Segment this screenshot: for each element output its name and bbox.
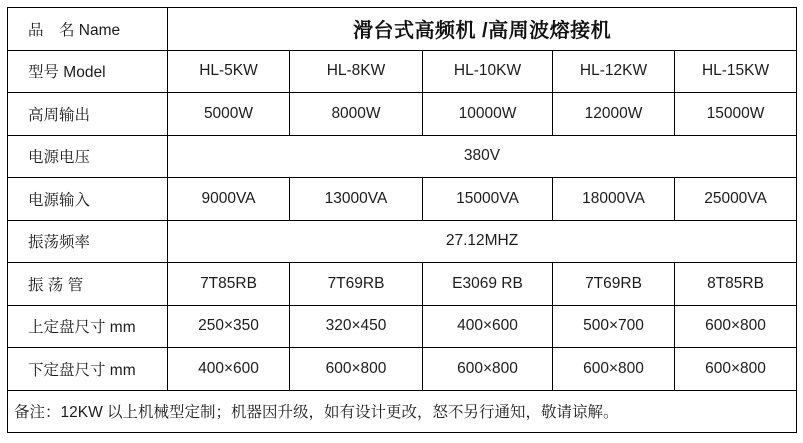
lower-platen-value: 600×800 bbox=[553, 348, 675, 391]
row-power-input bbox=[8, 178, 797, 221]
upper-platen-value: 600×800 bbox=[675, 305, 797, 348]
oscillation-frequency-value: 27.12MHZ bbox=[168, 220, 797, 263]
row-supply-voltage bbox=[8, 135, 797, 178]
lower-platen-value: 600×800 bbox=[675, 348, 797, 391]
spec-sheet bbox=[7, 7, 797, 433]
row-label-model: 型号 Model bbox=[8, 50, 168, 93]
row-oscillation-frequency bbox=[8, 220, 797, 263]
lower-platen-value: 600×800 bbox=[423, 348, 553, 391]
row-label-upper-platen: 上定盘尺寸 mm bbox=[8, 305, 168, 348]
hf-output-value: 15000W bbox=[675, 93, 797, 136]
row-oscillation-tube bbox=[8, 263, 797, 306]
row-product-name bbox=[8, 8, 797, 51]
row-label-lower-platen: 下定盘尺寸 mm bbox=[8, 348, 168, 391]
oscillation-tube-value: 7T69RB bbox=[553, 263, 675, 306]
model-value: HL-5KW bbox=[168, 50, 290, 93]
row-label-hf-output: 高周输出 bbox=[8, 93, 168, 136]
model-value: HL-8KW bbox=[290, 50, 423, 93]
row-label-power-input: 电源输入 bbox=[8, 178, 168, 221]
row-label-product-name: 品 名 Name bbox=[8, 8, 168, 51]
row-upper-platen bbox=[8, 305, 797, 348]
power-input-value: 9000VA bbox=[168, 178, 290, 221]
product-title: 滑台式高频机 /高周波熔接机 bbox=[168, 8, 797, 51]
remark-note: 备注：12KW 以上机械型定制；机器因升级，如有设计更改，怒不另行通知，敬请谅解。 bbox=[8, 390, 797, 433]
row-label-oscillation-tube: 振 荡 管 bbox=[8, 263, 168, 306]
upper-platen-value: 250×350 bbox=[168, 305, 290, 348]
oscillation-tube-value: E3069 RB bbox=[423, 263, 553, 306]
hf-output-value: 5000W bbox=[168, 93, 290, 136]
power-input-value: 13000VA bbox=[290, 178, 423, 221]
model-value: HL-12KW bbox=[553, 50, 675, 93]
supply-voltage-value: 380V bbox=[168, 135, 797, 178]
hf-output-value: 8000W bbox=[290, 93, 423, 136]
row-hf-output bbox=[8, 93, 797, 136]
power-input-value: 18000VA bbox=[553, 178, 675, 221]
oscillation-tube-value: 8T85RB bbox=[675, 263, 797, 306]
model-value: HL-15KW bbox=[675, 50, 797, 93]
lower-platen-value: 400×600 bbox=[168, 348, 290, 391]
spec-table bbox=[7, 7, 797, 433]
hf-output-value: 12000W bbox=[553, 93, 675, 136]
model-value: HL-10KW bbox=[423, 50, 553, 93]
row-lower-platen bbox=[8, 348, 797, 391]
oscillation-tube-value: 7T69RB bbox=[290, 263, 423, 306]
row-note bbox=[8, 390, 797, 433]
power-input-value: 25000VA bbox=[675, 178, 797, 221]
oscillation-tube-value: 7T85RB bbox=[168, 263, 290, 306]
upper-platen-value: 400×600 bbox=[423, 305, 553, 348]
upper-platen-value: 500×700 bbox=[553, 305, 675, 348]
row-model bbox=[8, 50, 797, 93]
row-label-oscillation-frequency: 振荡频率 bbox=[8, 220, 168, 263]
upper-platen-value: 320×450 bbox=[290, 305, 423, 348]
power-input-value: 15000VA bbox=[423, 178, 553, 221]
row-label-supply-voltage: 电源电压 bbox=[8, 135, 168, 178]
lower-platen-value: 600×800 bbox=[290, 348, 423, 391]
hf-output-value: 10000W bbox=[423, 93, 553, 136]
